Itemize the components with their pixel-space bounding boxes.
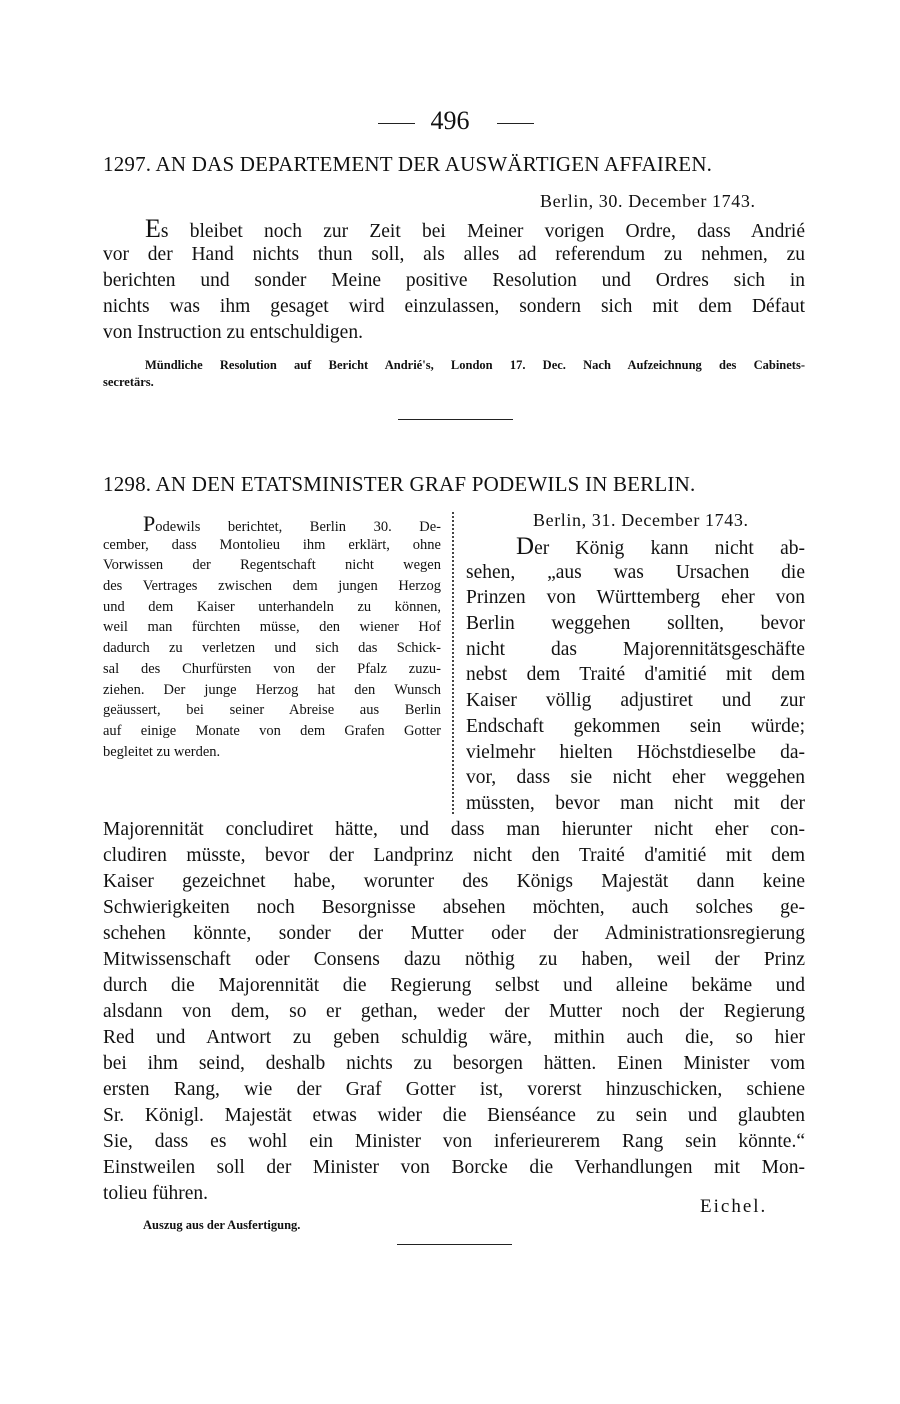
doc-1298-summary bbox=[103, 511, 441, 762]
body-line: nebst dem Traité d'amitié mit dem bbox=[466, 664, 805, 686]
body-line: tolieu führen. bbox=[103, 1183, 209, 1204]
body-line: Prinzen von Württemberg eher von bbox=[466, 587, 805, 609]
body-line: cludiren müsste, bevor der Landprinz nicht den Traité d'amitié mit dem bbox=[103, 845, 805, 866]
summary-line: begleitet zu werden. bbox=[103, 743, 221, 760]
body-line: müssten, bevor man nicht mit der bbox=[466, 792, 805, 814]
body-line: vielmehr hielten Höchstdieselbe da- bbox=[466, 741, 805, 763]
drop-cap: E bbox=[145, 214, 161, 243]
body-line: Einstweilen soll der Minister von Borcke die Verhandlungen mit Mon- bbox=[103, 1157, 805, 1178]
doc-1297-body bbox=[103, 216, 805, 346]
body-line: Schwierigkeiten noch Besorgnisse absehen möchten, auch solches ge- bbox=[103, 897, 805, 918]
source-note: Auszug aus der Ausfertigung. bbox=[143, 1218, 301, 1232]
page-number: 496 bbox=[430, 106, 470, 135]
summary-line: sal des Churfürsten von der Pfalz zuzu- bbox=[103, 660, 441, 677]
body-line: Sr. Königl. Majestät etwas wider die Bienséance zu sein und glaubten bbox=[103, 1105, 805, 1126]
doc-1298-dateline: Berlin, 31. December 1743. bbox=[533, 510, 749, 530]
signature: Eichel. bbox=[700, 1196, 768, 1217]
body-line: ersten Rang, wie der Graf Gotter ist, vorerst hinzuschicken, schiene bbox=[103, 1079, 805, 1100]
drop-cap: D bbox=[516, 533, 535, 560]
doc-1297-heading: 1297. AN DAS DEPARTEMENT DER AUSWÄRTIGEN AFFAIREN. bbox=[103, 152, 713, 176]
page-number-dash-left bbox=[378, 123, 415, 124]
summary-line: des Vertrages zwischen dem jungen Herzog bbox=[103, 578, 441, 595]
summary-line: Vorwissen der Regentschaft nicht wegen bbox=[103, 557, 441, 574]
summary-line: Podewils berichtet, Berlin 30. De- bbox=[143, 511, 441, 536]
body-line: Sie, dass es wohl ein Minister von inferieurerem Rang sein könnte.“ bbox=[103, 1131, 805, 1152]
body-line: Red und Antwort zu geben schuldig wäre, mithin auch die, so hier bbox=[103, 1027, 805, 1048]
note-line: secretärs. bbox=[103, 375, 154, 389]
column-divider bbox=[452, 512, 454, 814]
body-line: Berlin weggehen sollten, bevor bbox=[466, 613, 805, 635]
summary-line: ziehen. Der junge Herzog hat den Wunsch bbox=[103, 681, 441, 698]
body-line: nicht das Majorennitätsgeschäfte bbox=[466, 638, 805, 660]
end-separator-rule bbox=[397, 1244, 512, 1245]
body-line: von Instruction zu entschuldigen. bbox=[103, 322, 363, 343]
body-line: Mitwissenschaft oder Consens dazu nöthig zu haben, weil der Prinz bbox=[103, 949, 805, 970]
doc-1298-body bbox=[103, 817, 805, 1207]
summary-line: cember, dass Montolieu ihm erklärt, ohne bbox=[103, 536, 441, 553]
body-line: berichten und sonder Meine positive Resolution und Ordres sich in bbox=[103, 270, 805, 291]
section-separator-rule bbox=[398, 419, 513, 420]
summary-line: dadurch zu verletzen und sich das Schick- bbox=[103, 640, 441, 657]
doc-1298-right-column bbox=[466, 534, 805, 817]
body-line: sehen, „aus was Ursachen die bbox=[466, 561, 805, 583]
page-number-dash-right bbox=[497, 123, 534, 124]
body-line: Endschaft gekommen sein würde; bbox=[466, 715, 805, 737]
body-line: durch die Majorennität die Regierung selbst und alleine bekäme und bbox=[103, 975, 805, 996]
note-line: Mündliche Resolution auf Bericht Andrié's, London 17. Dec. Nach Aufzeichnung des Cabinets- bbox=[145, 358, 805, 372]
body-line: Es bleibet noch zur Zeit bei Meiner vorigen Ordre, dass Andrié bbox=[145, 214, 805, 243]
summary-line: und dem Kaiser unterhandeln zu können, bbox=[103, 598, 441, 615]
doc-1298-heading: 1298. AN DEN ETATSMINISTER GRAF PODEWILS IN BERLIN. bbox=[103, 472, 696, 496]
summary-line: geäussert, bei seiner Abreise aus Berlin bbox=[103, 702, 441, 719]
page-number-row bbox=[0, 106, 900, 136]
body-line: bei ihm seind, deshalb nichts zu besorgen hätten. Einen Minister vom bbox=[103, 1053, 805, 1074]
drop-cap: P bbox=[143, 511, 156, 536]
body-line: Kaiser völlig adjustiret und zur bbox=[466, 690, 805, 712]
body-line: nichts was ihm gesaget wird einzulassen, sondern sich mit dem Défaut bbox=[103, 296, 805, 317]
body-line: Der König kann nicht ab- bbox=[516, 533, 805, 560]
body-line: vor, dass sie nicht eher weggehen bbox=[466, 767, 805, 789]
doc-1297-dateline: Berlin, 30. December 1743. bbox=[540, 191, 756, 211]
body-line: Kaiser gezeichnet habe, worunter des Königs Majestät dann keine bbox=[103, 871, 805, 892]
summary-line: auf einige Monate von dem Grafen Gotter bbox=[103, 722, 441, 739]
body-line: Majorennität concludiret hätte, und dass man hierunter nicht eher con- bbox=[103, 819, 805, 840]
summary-line: weil man fürchten müsse, den wiener Hof bbox=[103, 619, 441, 636]
doc-1297-note bbox=[103, 357, 805, 391]
body-line: alsdann von dem, so er gethan, weder der Mutter noch der Regierung bbox=[103, 1001, 805, 1022]
body-line: vor der Hand nichts thun soll, als alles ad referendum zu nehmen, zu bbox=[103, 244, 805, 265]
body-line: schehen könnte, sonder der Mutter oder der Administrationsregierung bbox=[103, 923, 805, 944]
